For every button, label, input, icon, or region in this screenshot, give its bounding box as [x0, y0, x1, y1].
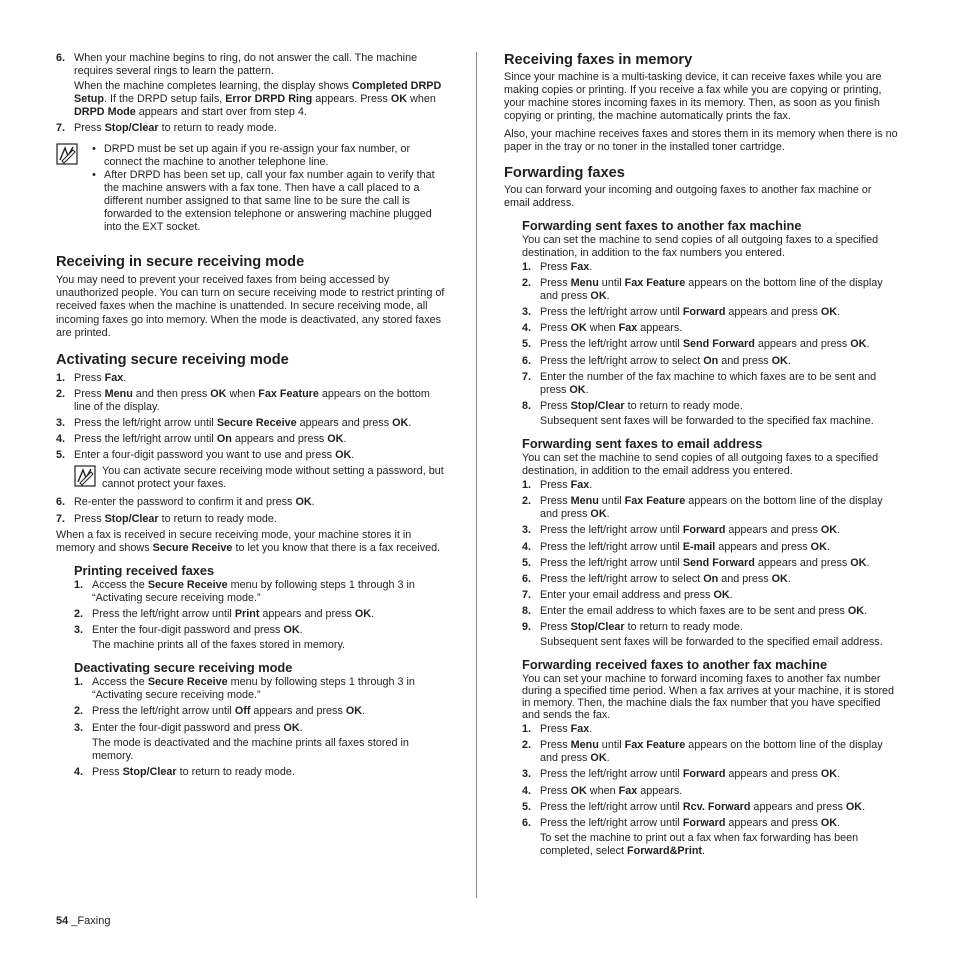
- step-number: [522, 415, 540, 428]
- step-text: Press the left/right arrow until E-mail appears and press OK.: [540, 540, 830, 553]
- step-number: 1.: [522, 479, 532, 492]
- bullet-item: • DRPD must be set up again if you re-assign your fax number, or connect the machine to another telephone line.: [84, 143, 448, 169]
- step-text: When the machine completes learning, the display shows Completed DRPD Setup. If the DRPD setup fails, Error DRPD Ring appears. Press OK when DRPD Mode appears and start over from step 4.: [74, 80, 442, 119]
- step-text: Press OK when Fax appears.: [540, 322, 683, 335]
- step-item: [522, 768, 898, 781]
- step-text: Press Fax.: [540, 479, 593, 492]
- step-number: [74, 737, 92, 763]
- heading-fwd-fax: Forwarding sent faxes to another fax machine: [522, 217, 802, 233]
- note-pencil-icon: [56, 143, 78, 165]
- step-number: 4.: [74, 765, 84, 778]
- step-text: Press the left/right arrow until Rcv. Forward appears and press OK.: [540, 800, 866, 813]
- step-item: [56, 496, 448, 509]
- step-text: Enter a four-digit password you want to use and press OK.: [74, 449, 355, 462]
- step-text: Press Stop/Clear to return to ready mode.: [540, 621, 743, 633]
- step-number: [522, 636, 540, 649]
- step-item: [522, 621, 898, 634]
- step-number: 4.: [522, 540, 532, 553]
- note-pencil-icon: [74, 465, 96, 487]
- step-number: 3.: [522, 306, 532, 319]
- note-drpd: [56, 143, 448, 235]
- step-item: [522, 739, 898, 765]
- step-number: 3.: [522, 768, 532, 781]
- step-text: Press Menu until Fax Feature appears on the bottom line of the display and press OK.: [540, 277, 883, 303]
- step-item: [74, 705, 448, 718]
- step-number: 3.: [522, 524, 532, 537]
- top-steps: [56, 52, 448, 136]
- step-text: Press the left/right arrow to select On and press OK.: [540, 572, 791, 585]
- step-text: Press Fax.: [74, 371, 127, 384]
- step-text: Enter the email address to which faxes are to be sent and press OK.: [540, 604, 868, 617]
- forwarding-paragraph: You can forward your incoming and outgoing faxes to another fax machine or email address.: [504, 183, 872, 209]
- step-number: [74, 639, 92, 652]
- step-item: [56, 449, 448, 462]
- step-text: Press the left/right arrow until Forward appears and press OK.: [540, 306, 841, 319]
- bullet-item: • After DRPD has been set up, call your fax number again to verify that the machine answers with a fax tone. Then have a call placed to a different number assigned to that same line to be sure the call is forwarded to the extension telephone or answering machine plugged into the EXT socket.: [84, 169, 448, 234]
- activating-steps-2: [56, 496, 448, 525]
- step-text: Press Stop/Clear to return to ready mode.: [92, 765, 295, 778]
- step-item: [56, 80, 448, 119]
- step-item: [74, 624, 448, 637]
- note-drpd-bullets: [84, 143, 448, 235]
- step-number: 5.: [522, 556, 532, 569]
- heading-memory: Receiving faxes in memory: [504, 52, 693, 68]
- page-number: 54: [56, 915, 69, 927]
- step-item: [522, 817, 898, 830]
- step-number: 2.: [522, 495, 532, 508]
- step-number: 7.: [522, 588, 532, 601]
- step-item: [522, 479, 898, 492]
- step-item: [56, 388, 448, 414]
- step-text: Press the left/right arrow until On appears and press OK.: [74, 433, 347, 446]
- step-text: Press the left/right arrow until Forward appears and press OK.: [540, 768, 841, 781]
- bullet-text: After DRPD has been set up, call your fax number again to verify that the machine answers with a fax tone. Then have a call placed to a different number assigned to that same line to be sure the call is forwarded to the extension telephone or answering machine plugged into the EXT socket.: [104, 168, 435, 234]
- step-item: [56, 513, 448, 526]
- step-text: Press OK when Fax appears.: [540, 784, 683, 797]
- step-item: [74, 608, 448, 621]
- step-text: Press the left/right arrow to select On and press OK.: [540, 354, 791, 367]
- step-text: Subsequent sent faxes will be forwarded to the specified fax machine.: [540, 414, 874, 427]
- step-text: Press Menu and then press OK when Fax Feature appears on the bottom line of the display.: [74, 387, 430, 413]
- step-text: Press Menu until Fax Feature appears on the bottom line of the display and press OK.: [540, 495, 883, 521]
- step-number: 2.: [74, 608, 84, 620]
- step-number: 1.: [522, 260, 532, 273]
- step-text: Press Fax.: [540, 723, 593, 736]
- step-number: 2.: [522, 739, 532, 752]
- activating-steps: [56, 372, 448, 463]
- step-number: 2.: [74, 705, 84, 718]
- note-password: [56, 465, 448, 491]
- step-text: The machine prints all of the faxes stored in memory.: [92, 639, 346, 652]
- step-text: Enter the four-digit password and press OK.: [92, 721, 303, 734]
- step-number: 8.: [522, 399, 532, 412]
- step-number: 1.: [74, 676, 84, 689]
- step-text: The mode is deactivated and the machine prints all faxes stored in memory.: [92, 736, 409, 762]
- fwd-received-paragraph: You can set your machine to forward incoming faxes to another fax number during a specified time period. When a fax arrives at your machine, it is stored in memory. Then, the machine dials the fax number that you have specified and sends the fax.: [522, 673, 895, 722]
- step-text: Press the left/right arrow until Print appears and press OK.: [92, 608, 375, 620]
- step-item: [522, 371, 898, 397]
- step-item: [522, 355, 898, 368]
- heading-activating: Activating secure receiving mode: [56, 351, 289, 368]
- heading-secure-receiving: Receiving in secure receiving mode: [56, 254, 305, 271]
- step-number: 9.: [522, 621, 532, 633]
- heading-fwd-email: Forwarding sent faxes to email address: [522, 435, 763, 451]
- step-item: [522, 557, 898, 570]
- step-item: [74, 579, 448, 605]
- step-item: [56, 372, 448, 385]
- secure-paragraph: You may need to prevent your received faxes from being accessed by unauthorized people. You can turn on secure receiving mode to restrict printing of received faxes when the machine is unattended. In secure receiving mode, all incoming faxes go into memory. When the mode is deactivated, any stored faxes are printed.: [56, 274, 445, 339]
- step-text: Press the left/right arrow until Forward appears and press OK.: [540, 524, 841, 537]
- activating-after: When a fax is received in secure receiving mode, your machine stores it in memory and shows Secure Receive to let you know that there is a fax received.: [56, 528, 441, 554]
- step-number: 6.: [522, 354, 532, 367]
- printing-steps: [56, 579, 448, 652]
- right-column: [504, 52, 898, 858]
- step-number: 1.: [522, 723, 532, 736]
- step-number: 3.: [56, 416, 66, 429]
- fwd-email-steps: [504, 479, 898, 649]
- step-number: 4.: [56, 433, 66, 446]
- step-number: [56, 80, 74, 119]
- step-text: Press Fax.: [540, 260, 593, 273]
- step-item: [522, 636, 898, 649]
- step-number: 8.: [522, 604, 532, 617]
- step-text: Press the left/right arrow until Send Forward appears and press OK.: [540, 556, 870, 569]
- step-item: [74, 722, 448, 735]
- step-number: 3.: [74, 624, 84, 637]
- step-item: [522, 322, 898, 335]
- fwd-fax-paragraph: You can set the machine to send copies of all outgoing faxes to a specified destination, in addition to the fax numbers you entered.: [522, 233, 879, 259]
- step-text: Press Stop/Clear to return to ready mode.: [540, 399, 743, 412]
- heading-deactivating: Deactivating secure receiving mode: [74, 660, 293, 676]
- step-text: Enter the four-digit password and press OK.: [92, 624, 303, 637]
- step-number: 4.: [522, 322, 532, 335]
- step-number: 5.: [522, 338, 532, 351]
- step-text: Press Stop/Clear to return to ready mode.: [74, 122, 277, 135]
- step-number: 7.: [56, 512, 66, 525]
- fwd-fax-steps: [504, 261, 898, 428]
- step-item: [522, 832, 898, 858]
- heading-fwd-received: Forwarding received faxes to another fax machine: [522, 657, 828, 673]
- step-item: [56, 122, 448, 135]
- step-item: [74, 766, 448, 779]
- footer-section: _Faxing: [68, 915, 111, 927]
- page-footer: [56, 915, 110, 927]
- step-number: 6.: [56, 52, 66, 64]
- step-item: [74, 737, 448, 763]
- step-item: [522, 338, 898, 351]
- step-number: 1.: [56, 371, 66, 384]
- step-item: [56, 417, 448, 430]
- step-number: 4.: [522, 784, 532, 797]
- step-number: 1.: [74, 578, 84, 591]
- step-item: [522, 785, 898, 798]
- step-number: 6.: [56, 496, 66, 509]
- fwd-received-steps: [504, 723, 898, 858]
- step-text: Press Menu until Fax Feature appears on the bottom line of the display and press OK.: [540, 739, 883, 765]
- memory-paragraph-2: Also, your machine receives faxes and stores them in its memory when there is no paper in the tray or no toner in the installed toner cartridge.: [504, 128, 898, 154]
- column-divider: [476, 52, 477, 898]
- step-item: [56, 433, 448, 446]
- step-item: [522, 541, 898, 554]
- step-item: [522, 261, 898, 274]
- step-number: 6.: [522, 572, 532, 585]
- note-password-text: You can activate secure receiving mode without setting a password, but cannot protect your faxes.: [102, 465, 444, 491]
- step-number: 7.: [522, 370, 532, 383]
- step-number: 2.: [522, 277, 532, 290]
- step-text: To set the machine to print out a fax when fax forwarding has been completed, select Forward&Print.: [540, 831, 859, 857]
- step-text: Press the left/right arrow until Off appears and press OK.: [92, 705, 366, 718]
- step-text: Access the Secure Receive menu by following steps 1 through 3 in “Activating secure receiving mode.”: [92, 676, 415, 702]
- bullet-text: DRPD must be set up again if you re-assign your fax number, or connect the machine to another telephone line.: [104, 142, 411, 168]
- step-item: [522, 495, 898, 521]
- memory-paragraph-1: Since your machine is a multi-tasking device, it can receive faxes while you are making copies or printing. If you receive a fax while you are copying or printing, your machine stores incoming faxes in its memory. Then, as soon as you finish copying or printing, the machine automatically prints the fax.: [504, 71, 882, 123]
- step-number: 7.: [56, 122, 66, 135]
- step-text: Subsequent sent faxes will be forwarded to the specified email address.: [540, 636, 883, 649]
- step-item: [522, 723, 898, 736]
- deactivating-steps: [56, 676, 448, 779]
- step-number: 6.: [522, 816, 532, 829]
- step-text: Enter the number of the fax machine to which faxes are to be sent and press OK.: [540, 370, 877, 396]
- step-text: Press the left/right arrow until Secure Receive appears and press OK.: [74, 416, 412, 429]
- left-column: [56, 52, 448, 779]
- step-text: Enter your email address and press OK.: [540, 588, 733, 601]
- step-number: 5.: [522, 800, 532, 813]
- step-item: [74, 676, 448, 702]
- heading-forwarding: Forwarding faxes: [504, 164, 625, 181]
- step-item: [522, 277, 898, 303]
- step-item: [56, 52, 448, 78]
- step-item: [522, 801, 898, 814]
- step-text: When your machine begins to ring, do not answer the call. The machine requires several rings to learn the pattern.: [74, 52, 418, 78]
- step-number: [522, 832, 540, 858]
- step-text: Access the Secure Receive menu by following steps 1 through 3 in “Activating secure receiving mode.”: [92, 578, 415, 604]
- step-number: 3.: [74, 721, 84, 734]
- heading-printing: Printing received faxes: [74, 562, 215, 578]
- step-number: 5.: [56, 449, 66, 462]
- step-text: Press the left/right arrow until Forward appears and press OK.: [540, 816, 841, 829]
- step-item: [522, 400, 898, 413]
- step-text: Press the left/right arrow until Send Forward appears and press OK.: [540, 338, 870, 351]
- step-text: Press Stop/Clear to return to ready mode.: [74, 512, 277, 525]
- step-item: [522, 524, 898, 537]
- fwd-email-paragraph: You can set the machine to send copies of all outgoing faxes to a specified destination, in addition to the email address you entered.: [522, 451, 879, 478]
- step-number: 2.: [56, 387, 66, 400]
- step-item: [522, 415, 898, 428]
- step-item: [522, 573, 898, 586]
- step-item: [522, 605, 898, 618]
- step-item: [522, 306, 898, 319]
- step-text: Re-enter the password to confirm it and press OK.: [74, 496, 315, 509]
- step-item: [74, 639, 448, 652]
- step-item: [522, 589, 898, 602]
